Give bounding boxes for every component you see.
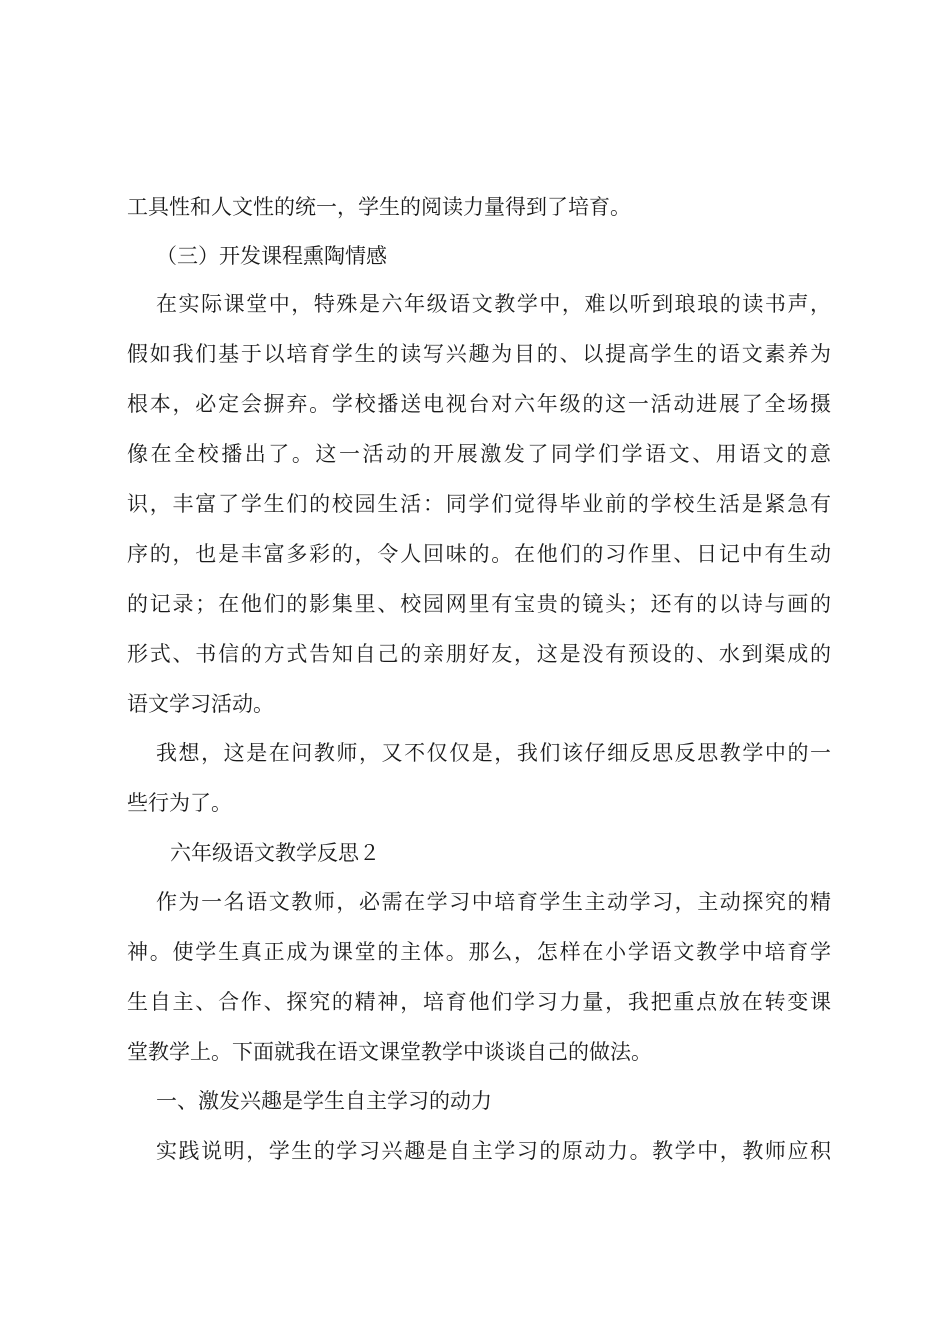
paragraph-line: 生自主、合作、探究的精神，培育他们学习力量，我把重点放在转变课 xyxy=(127,990,831,1014)
paragraph-line: 假如我们基于以培育学生的读写兴趣为目的、以提高学生的语文素养为 xyxy=(127,342,831,366)
paragraph-line: 工具性和人文性的统一，学生的阅读力量得到了培育。 xyxy=(127,195,631,219)
paragraph-line: 序的，也是丰富多彩的，令人回味的。在他们的习作里、日记中有生动 xyxy=(127,542,831,566)
paragraph-line: 我想，这是在问教师，又不仅仅是，我们该仔细反思反思教学中的一 xyxy=(156,741,831,765)
section-heading: （三）开发课程熏陶情感 xyxy=(156,244,387,268)
paragraph-line: 识，丰富了学生们的校园生活：同学们觉得毕业前的学校生活是紧急有 xyxy=(127,492,831,516)
paragraph-line: 在实际课堂中，特殊是六年级语文教学中，难以听到琅琅的读书声， xyxy=(156,292,831,316)
paragraph-line: 像在全校播出了。这一活动的开展激发了同学们学语文、用语文的意 xyxy=(127,442,831,466)
paragraph-line: 实践说明，学生的学习兴趣是自主学习的原动力。教学中，教师应积 xyxy=(156,1139,831,1163)
document-title: 六年级语文教学反思２ xyxy=(170,841,380,865)
paragraph-line: 的记录；在他们的影集里、校园网里有宝贵的镜头；还有的以诗与画的 xyxy=(127,592,831,616)
paragraph-line: 作为一名语文教师，必需在学习中培育学生主动学习，主动探究的精 xyxy=(156,890,831,914)
paragraph-line: 形式、书信的方式告知自己的亲朋好友，这是没有预设的、水到渠成的 xyxy=(127,642,831,666)
paragraph-line: 根本，必定会摒弃。学校播送电视台对六年级的这一活动进展了全场摄 xyxy=(127,392,831,416)
section-heading: 一、激发兴趣是学生自主学习的动力 xyxy=(156,1089,492,1113)
paragraph-line: 语文学习活动。 xyxy=(127,692,274,716)
paragraph-line: 些行为了。 xyxy=(127,791,232,815)
paragraph-line: 神。使学生真正成为课堂的主体。那么，怎样在小学语文教学中培育学 xyxy=(127,940,831,964)
paragraph-line: 堂教学上。下面就我在语文课堂教学中谈谈自己的做法。 xyxy=(127,1040,652,1064)
